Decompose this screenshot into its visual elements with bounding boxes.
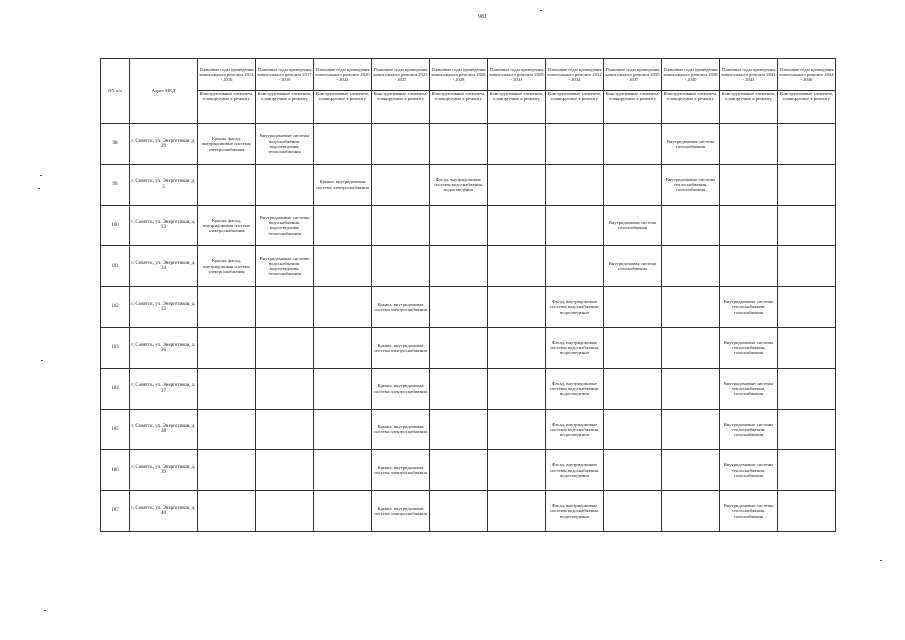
header-period: Плановые годы проведения капитального ремонта 2035 - 2037	[604, 59, 662, 91]
row-address: г. Советск, ул. Энергетиков, д. 33	[130, 205, 198, 246]
header-elements: Конструктивные элементы, планируемые к ремонту	[604, 91, 662, 124]
elements-cell: Фасад, внутридомовые системы водоснабжения, водоотведения	[546, 287, 604, 328]
elements-cell	[430, 246, 488, 287]
elements-cell: Фасад, внутридомовые системы водоснабжения, водоотведения	[546, 450, 604, 491]
elements-cell	[198, 327, 256, 368]
header-period: Плановые годы проведения капитального ремонта 2038 - 2040	[662, 59, 720, 91]
elements-cell	[662, 491, 720, 532]
elements-cell: Внутридомовые системы водоснабжения, водоотведения, теплоснабжения	[256, 124, 314, 165]
elements-cell: Фасад, внутридомовые системы водоснабжения, водоотведения	[546, 327, 604, 368]
row-number: 101	[101, 246, 130, 287]
elements-cell	[430, 124, 488, 165]
elements-cell	[256, 287, 314, 328]
elements-cell	[430, 205, 488, 246]
elements-cell	[430, 368, 488, 409]
table-row	[101, 246, 836, 287]
header-elements: Конструктивные элементы, планируемые к ремонту	[662, 91, 720, 124]
elements-cell	[778, 287, 836, 328]
elements-cell: Внутридомовые системы теплоснабжения, газоснабжения	[720, 327, 778, 368]
header-period: Плановые годы проведения капитального ремонта 2023 - 2025	[372, 59, 430, 91]
elements-cell	[314, 246, 372, 287]
elements-cell	[372, 164, 430, 205]
scan-speck	[880, 560, 882, 561]
header-period: Плановые годы проведения капитального ремонта 2014 - 2016	[198, 59, 256, 91]
elements-cell	[256, 491, 314, 532]
elements-cell	[488, 409, 546, 450]
header-elements: Конструктивные элементы, планируемые к ремонту	[546, 91, 604, 124]
header-address: Адрес МКД	[130, 59, 198, 124]
table-row	[101, 491, 836, 532]
header-period: Плановые годы проведения капитального ремонта 2044 - 2046	[778, 59, 836, 91]
elements-cell	[488, 491, 546, 532]
row-number: 102	[101, 287, 130, 328]
elements-cell: Фасад, внутридомовые системы водоснабжения, водоотведения	[546, 409, 604, 450]
elements-cell	[314, 409, 372, 450]
elements-cell	[604, 164, 662, 205]
header-period: Плановые годы проведения капитального ремонта 2026 - 2028	[430, 59, 488, 91]
table-row	[101, 327, 836, 368]
elements-cell	[662, 287, 720, 328]
row-number: 107	[101, 491, 130, 532]
elements-cell	[256, 368, 314, 409]
elements-cell: Внутридомовая система газоснабжения	[604, 246, 662, 287]
elements-cell: Внутридомовые системы теплоснабжения, газоснабжения	[720, 409, 778, 450]
elements-cell	[778, 368, 836, 409]
elements-cell	[256, 409, 314, 450]
elements-cell	[372, 246, 430, 287]
elements-cell	[604, 368, 662, 409]
elements-cell: Внутридомовые системы водоснабжения, водоотведения, теплоснабжения	[256, 246, 314, 287]
header-row-periods	[101, 59, 836, 91]
page-number: 981	[478, 14, 487, 20]
scan-speck	[540, 10, 542, 11]
elements-cell	[488, 368, 546, 409]
elements-cell	[546, 205, 604, 246]
repair-schedule-table	[100, 58, 836, 532]
elements-cell	[198, 450, 256, 491]
table-row	[101, 124, 836, 165]
row-address: г. Советск, ул. Энергетиков, д. 34	[130, 246, 198, 287]
elements-cell	[604, 409, 662, 450]
elements-cell	[778, 450, 836, 491]
table-row	[101, 287, 836, 328]
row-address: г. Советск, ул. Энергетиков, д. 39	[130, 450, 198, 491]
elements-cell: Фасад, внутридомовые системы водоснабжения, водоотведения	[546, 491, 604, 532]
elements-cell	[256, 327, 314, 368]
row-number: 100	[101, 205, 130, 246]
elements-cell: Крыша, фасад, внутридомовые системы электроснабжения	[198, 124, 256, 165]
elements-cell	[778, 124, 836, 165]
elements-cell	[488, 327, 546, 368]
header-period: Плановые годы проведения капитального ремонта 2041 - 2043	[720, 59, 778, 91]
table-row	[101, 450, 836, 491]
elements-cell	[488, 124, 546, 165]
elements-cell	[488, 164, 546, 205]
elements-cell: Крыша, фасад, внутридомовая система электроснабжения	[198, 246, 256, 287]
elements-cell	[430, 491, 488, 532]
elements-cell: Крыша, внутридомовая система электроснабжения	[372, 368, 430, 409]
table-row	[101, 409, 836, 450]
elements-cell	[778, 327, 836, 368]
elements-cell	[372, 205, 430, 246]
header-elements: Конструктивные элементы, планируемые к ремонту	[198, 91, 256, 124]
elements-cell	[314, 124, 372, 165]
row-address: г. Советск, ул. Энергетиков, д. 37	[130, 368, 198, 409]
elements-cell	[314, 368, 372, 409]
elements-cell	[662, 205, 720, 246]
header-period: Плановые годы проведения капитального ремонта 2029 - 2031	[488, 59, 546, 91]
scan-speck	[38, 188, 40, 189]
row-address: г. Советск, ул. Энергетиков, д. 3	[130, 164, 198, 205]
header-num: NN п/п	[101, 59, 130, 124]
elements-cell: Внутридомовые системы теплоснабжения, газоснабжения	[720, 368, 778, 409]
row-number: 105	[101, 409, 130, 450]
elements-cell	[546, 164, 604, 205]
elements-cell	[430, 409, 488, 450]
elements-cell: Внутридомовые системы теплоснабжения, газоснабжения	[720, 450, 778, 491]
table-row	[101, 164, 836, 205]
elements-cell: Внутридомовые системы теплоснабжения, газоснабжения	[720, 287, 778, 328]
elements-cell: Внутридомовые системы водоснабжения, водоотведения, теплоснабжения	[256, 205, 314, 246]
elements-cell: Крыша, внутридомовая система электроснабжения	[314, 164, 372, 205]
elements-cell	[198, 409, 256, 450]
elements-cell	[430, 327, 488, 368]
elements-cell: Крыша, фасад, внутридомовая система электроснабжения	[198, 205, 256, 246]
elements-cell	[546, 124, 604, 165]
elements-cell	[430, 450, 488, 491]
elements-cell	[314, 491, 372, 532]
table-row	[101, 368, 836, 409]
elements-cell	[488, 246, 546, 287]
elements-cell	[314, 287, 372, 328]
elements-cell: Внутридомовые системы теплоснабжения, газоснабжения	[720, 491, 778, 532]
elements-cell: Крыша, внутридомовая система электроснабжения	[372, 409, 430, 450]
table-body	[101, 124, 836, 532]
elements-cell	[488, 287, 546, 328]
elements-cell	[314, 205, 372, 246]
elements-cell	[488, 205, 546, 246]
row-address: г. Советск, ул. Энергетиков, д. 36	[130, 327, 198, 368]
elements-cell: Крыша, внутридомовая система электроснабжения	[372, 327, 430, 368]
elements-cell: Крыша, внутридомовая система электроснабжения	[372, 287, 430, 328]
elements-cell: Фасад, внутридомовые системы водоснабжения, водоотведения	[430, 164, 488, 205]
elements-cell: Крыша, внутридомовая система электроснабжения	[372, 450, 430, 491]
row-address: г. Советск, ул. Энергетиков, д. 40	[130, 491, 198, 532]
elements-cell	[198, 287, 256, 328]
elements-cell: Фасад, внутридомовые системы водоснабжения, водоотведения	[546, 368, 604, 409]
elements-cell	[604, 450, 662, 491]
elements-cell	[778, 164, 836, 205]
elements-cell	[720, 164, 778, 205]
header-period: Плановые годы проведения капитального ремонта 2032 - 2034	[546, 59, 604, 91]
elements-cell	[662, 246, 720, 287]
elements-cell: Крыша, внутридомовая система электроснабжения	[372, 491, 430, 532]
row-number: 106	[101, 450, 130, 491]
elements-cell	[720, 124, 778, 165]
elements-cell: Внутридомовая система газоснабжения	[604, 205, 662, 246]
elements-cell	[778, 205, 836, 246]
header-elements: Конструктивные элементы, планируемые к ремонту	[430, 91, 488, 124]
elements-cell	[546, 246, 604, 287]
row-address: г. Советск, ул. Энергетиков, д. 35	[130, 287, 198, 328]
elements-cell	[430, 287, 488, 328]
header-elements: Конструктивные элементы, планируемые к ремонту	[372, 91, 430, 124]
elements-cell	[662, 368, 720, 409]
table-row	[101, 205, 836, 246]
elements-cell	[314, 327, 372, 368]
elements-cell	[778, 246, 836, 287]
elements-cell	[662, 450, 720, 491]
elements-cell	[488, 450, 546, 491]
row-number: 98	[101, 124, 130, 165]
row-address: г. Советск, ул. Энергетиков, д. 29	[130, 124, 198, 165]
elements-cell	[604, 124, 662, 165]
elements-cell	[662, 327, 720, 368]
elements-cell	[720, 205, 778, 246]
scan-speck	[41, 360, 43, 361]
header-period: Плановые годы проведения капитального ремонта 2020 - 2022	[314, 59, 372, 91]
row-address: г. Советск, ул. Энергетиков, д. 38	[130, 409, 198, 450]
header-elements: Конструктивные элементы, планируемые к ремонту	[488, 91, 546, 124]
elements-cell	[604, 327, 662, 368]
elements-cell	[604, 491, 662, 532]
scan-speck	[40, 175, 42, 176]
elements-cell	[778, 491, 836, 532]
header-elements: Конструктивные элементы, планируемые к ремонту	[778, 91, 836, 124]
header-elements: Конструктивные элементы, планируемые к ремонту	[256, 91, 314, 124]
elements-cell: Внутридомовая система газоснабжения	[662, 124, 720, 165]
elements-cell	[372, 124, 430, 165]
elements-cell	[662, 409, 720, 450]
elements-cell	[604, 287, 662, 328]
header-row-elements	[101, 91, 836, 124]
header-period: Плановые годы проведения капитального ремонта 2017 - 2019	[256, 59, 314, 91]
scan-speck	[44, 610, 46, 611]
elements-cell	[720, 246, 778, 287]
elements-cell	[198, 164, 256, 205]
elements-cell	[314, 450, 372, 491]
header-elements: Конструктивные элементы, планируемые к ремонту	[720, 91, 778, 124]
elements-cell	[778, 409, 836, 450]
row-number: 104	[101, 368, 130, 409]
row-number: 99	[101, 164, 130, 205]
header-elements: Конструктивные элементы, планируемые к ремонту	[314, 91, 372, 124]
row-number: 103	[101, 327, 130, 368]
elements-cell	[198, 368, 256, 409]
elements-cell: Внутридомовые системы теплоснабжения, газоснабжения	[662, 164, 720, 205]
elements-cell	[256, 450, 314, 491]
elements-cell	[198, 491, 256, 532]
elements-cell	[256, 164, 314, 205]
